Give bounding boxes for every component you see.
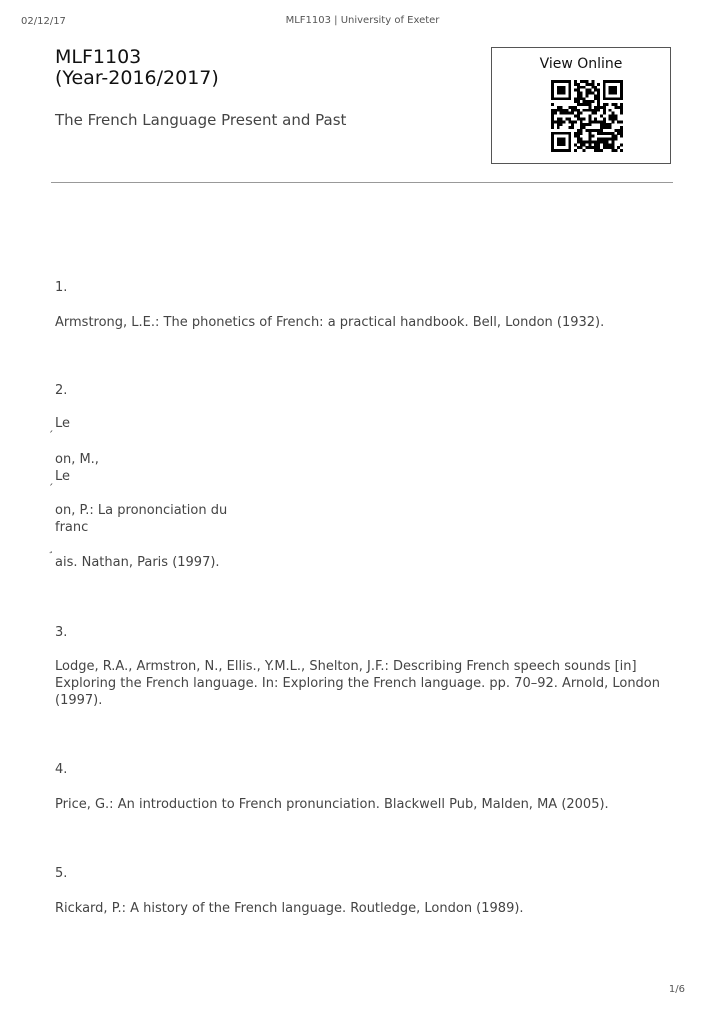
accent-mark: ´: [48, 429, 54, 442]
accent-mark: ´: [48, 482, 54, 495]
print-date: 02/12/17: [21, 16, 66, 27]
view-online-label[interactable]: View Online: [539, 56, 623, 72]
reference-text: Lodge, R.A., Armstron, N., Ellis., Y.M.L., Shelton, J.F.: Describing French speech sounds [in] Exploring the French language. In: Exploring the French language. pp. 70–92. Arnold, London (1997).: [55, 659, 661, 708]
reference-fragment: ais. Nathan, Paris (1997).: [55, 555, 220, 570]
reference-text: Rickard, P.: A history of the French language. Routledge, London (1989).: [55, 901, 524, 916]
reference-text: Armstrong, L.E.: The phonetics of French: a practical handbook. Bell, London (1932).: [55, 315, 605, 330]
reference-fragment: Le: [55, 416, 71, 431]
reference-number: 3.: [55, 625, 68, 640]
reference-number: 2.: [55, 383, 68, 398]
reference-fragment: on, M.,: [55, 452, 99, 467]
reference-fragment: on, P.: La prononciation du: [55, 503, 228, 518]
reference-number: 4.: [55, 762, 68, 777]
module-code: MLF1103: [55, 46, 142, 68]
module-name: The French Language Present and Past: [55, 111, 347, 129]
reference-fragment: Le: [55, 469, 71, 484]
reference-fragment: franc: [55, 520, 89, 535]
reference-number: 5.: [55, 866, 68, 881]
reference-text: Price, G.: An introduction to French pronunciation. Blackwell Pub, Malden, MA (2005).: [55, 797, 609, 812]
qr-code-icon[interactable]: [551, 80, 623, 152]
page-number: 1/6: [668, 984, 685, 995]
accent-mark: ¸: [48, 541, 54, 554]
view-online-box[interactable]: [491, 47, 671, 164]
reference-number: 1.: [55, 280, 68, 295]
print-header-title: MLF1103 | University of Exeter: [285, 15, 440, 26]
module-year: (Year-2016/2017): [55, 67, 219, 89]
header-divider: [51, 182, 673, 183]
